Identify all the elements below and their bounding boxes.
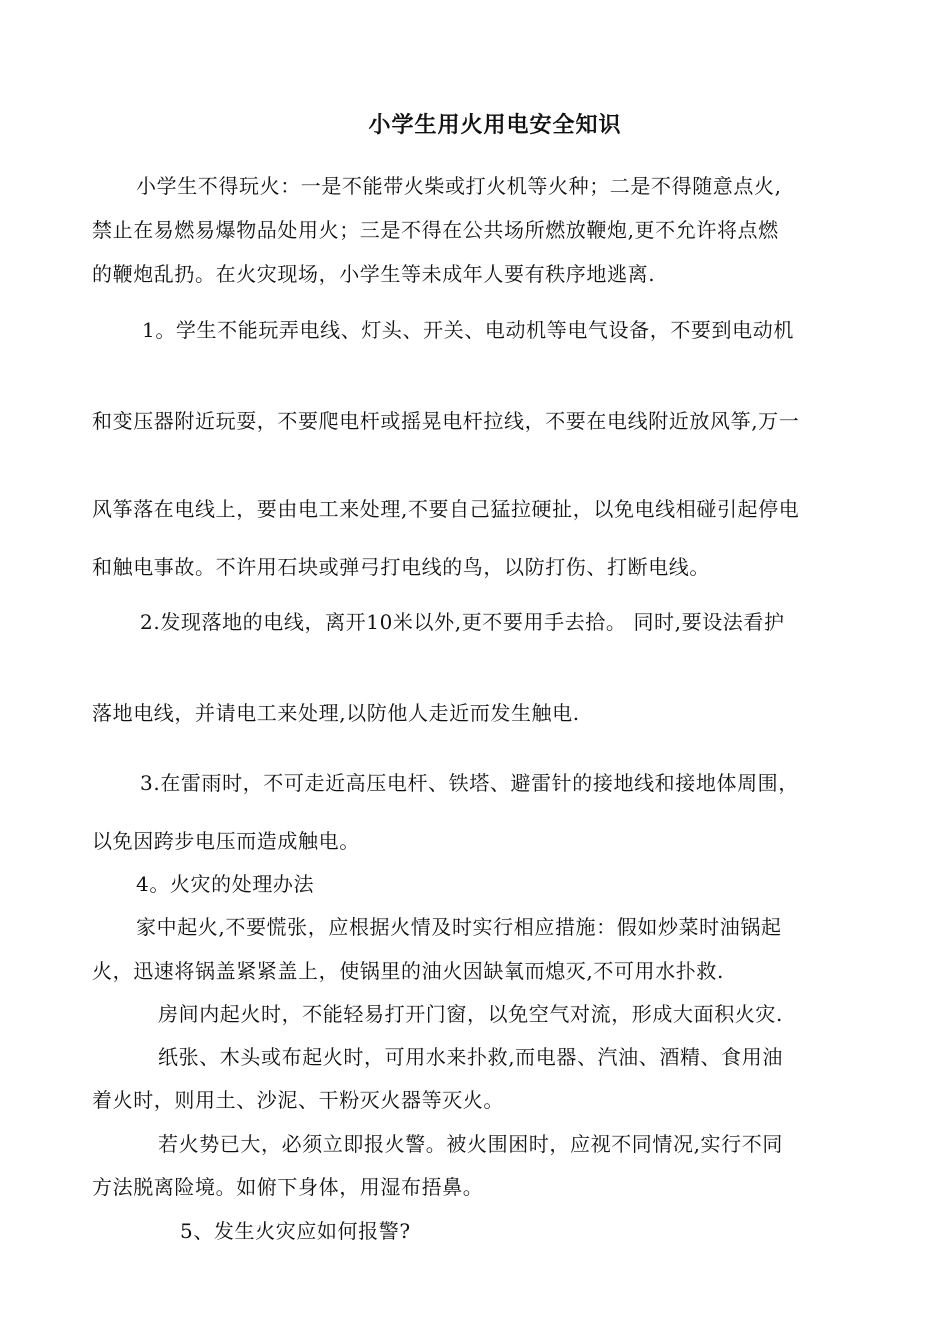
intro-line-3: 的鞭炮乱扔。在火灾现场，小学生等未成年人要有秩序地逃离. [92, 262, 656, 286]
item1-line-1: 1。学生不能玩弄电线、灯头、开关、电动机等电气设备，不要到电动机 [142, 318, 794, 342]
item4-p3-line-1: 纸张、木头或布起火时，可用水来扑救,而电器、汽油、酒精、食用油 [158, 1045, 783, 1069]
item3-line-2: 以免因跨步电压而造成触电。 [92, 829, 360, 853]
item1-line-2: 和变压器附近玩耍，不要爬电杆或摇晃电杆拉线，不要在电线附近放风筝,万一 [92, 409, 800, 433]
item3-line-1: 3.在雷雨时，不可走近高压电杆、铁塔、避雷针的接地线和接地体周围， [140, 771, 799, 795]
item2-line-1: 2.发现落地的电线，离开10米以外,更不要用手去拾。 同时,要设法看护 [140, 610, 785, 634]
item4-p4-line-1: 若火势已大，必须立即报火警。被火围困时，应视不同情况,实行不同 [158, 1132, 783, 1156]
item4-p2-line-1: 房间内起火时，不能轻易打开门窗，以免空气对流，形成大面积火灾. [158, 1002, 783, 1026]
document-title: 小学生用火用电安全知识 [368, 113, 622, 138]
intro-line-1: 小学生不得玩火：一是不能带火柴或打火机等火种；二是不得随意点火, [136, 174, 782, 198]
item4-p1-line-2: 火，迅速将锅盖紧紧盖上，使锅里的油火因缺氧而熄灭,不可用水扑救. [92, 959, 724, 983]
item4-heading: 4。火灾的处理办法 [136, 872, 315, 896]
item4-p3-line-2: 着火时，则用土、沙泥、干粉灭火器等灭火。 [92, 1088, 504, 1112]
item1-line-4: 和触电事故。不许用石块或弹弓打电线的鸟，以防打伤、打断电线。 [92, 555, 710, 579]
intro-line-2: 禁止在易燃易爆物品处用火；三是不得在公共场所燃放鞭炮,更不允许将点燃 [92, 218, 779, 242]
item2-line-2: 落地电线，并请电工来处理,以防他人走近而发生触电. [92, 701, 580, 725]
item1-line-3: 风筝落在电线上，要由电工来处理,不要自己猛拉硬扯，以免电线相碰引起停电 [92, 497, 800, 521]
item4-p4-line-2: 方法脱离险境。如俯下身体，用湿布捂鼻。 [92, 1175, 484, 1199]
item5-heading: 5、发生火灾应如何报警? [180, 1219, 411, 1243]
item4-p1-line-1: 家中起火,不要慌张，应根据火情及时实行相应措施：假如炒菜时油锅起 [136, 915, 782, 939]
